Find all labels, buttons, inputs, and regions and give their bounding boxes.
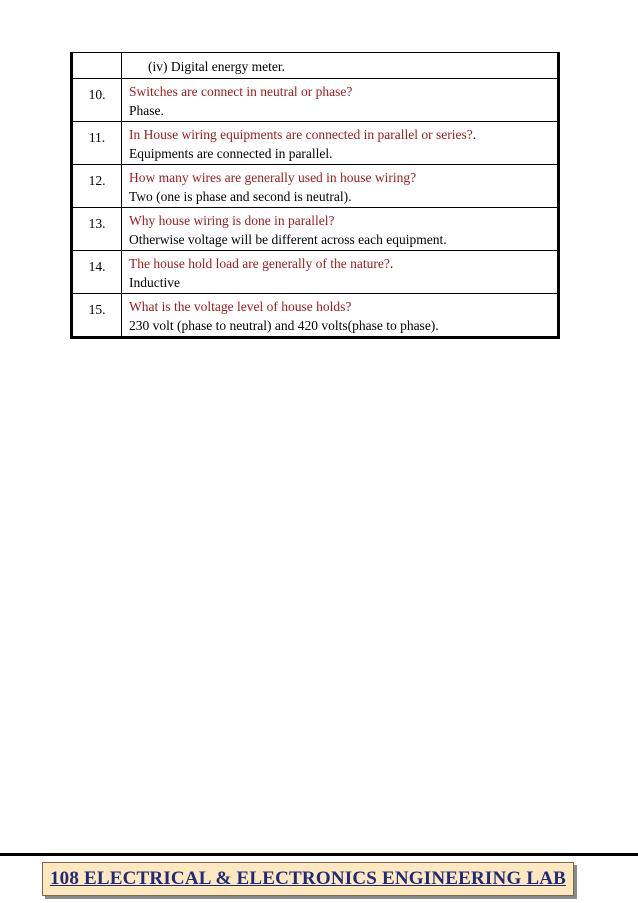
continuation-text: (iv) Digital energy meter. [148, 59, 285, 74]
footer-divider [0, 853, 638, 856]
continuation-cell [122, 53, 559, 79]
table-row [72, 122, 559, 165]
table-row [72, 294, 559, 338]
row-content [122, 251, 559, 294]
table-row [72, 251, 559, 294]
row-number: 13. [72, 208, 122, 251]
answer-text: Otherwise voltage will be different across each equipment. [129, 232, 447, 247]
row-number: 10. [72, 79, 122, 122]
answer-text: Phase. [129, 103, 164, 118]
question-text: How many wires are generally used in house wiring? [129, 170, 417, 185]
row-content [122, 79, 559, 122]
table-row-continuation [72, 53, 559, 79]
table-row [72, 79, 559, 122]
qa-table [70, 52, 560, 339]
row-number: 12. [72, 165, 122, 208]
table-row [72, 208, 559, 251]
row-content [122, 208, 559, 251]
question-text: Why house wiring is done in parallel? [129, 213, 335, 228]
row-content [122, 165, 559, 208]
question-text: The house hold load are generally of the nature?. [129, 256, 394, 271]
question-text: In House wiring equipments are connected in parallel or series?. [129, 127, 477, 142]
question-text: Switches are connect in neutral or phase? [129, 84, 353, 99]
answer-text: 230 volt (phase to neutral) and 420 volts(phase to phase). [129, 318, 439, 333]
row-content [122, 122, 559, 165]
footer-text: 108 ELECTRICAL & ELECTRONICS ENGINEERING LAB [49, 868, 567, 889]
answer-text: Equipments are connected in parallel. [129, 146, 333, 161]
table-row [72, 165, 559, 208]
answer-text: Inductive [129, 275, 180, 290]
row-number-cell [72, 53, 122, 79]
question-text: What is the voltage level of house holds? [129, 299, 352, 314]
row-content [122, 294, 559, 338]
footer-banner [42, 862, 574, 896]
row-number: 15. [72, 294, 122, 338]
row-number: 14. [72, 251, 122, 294]
answer-text: Two (one is phase and second is neutral). [129, 189, 352, 204]
row-number: 11. [72, 122, 122, 165]
